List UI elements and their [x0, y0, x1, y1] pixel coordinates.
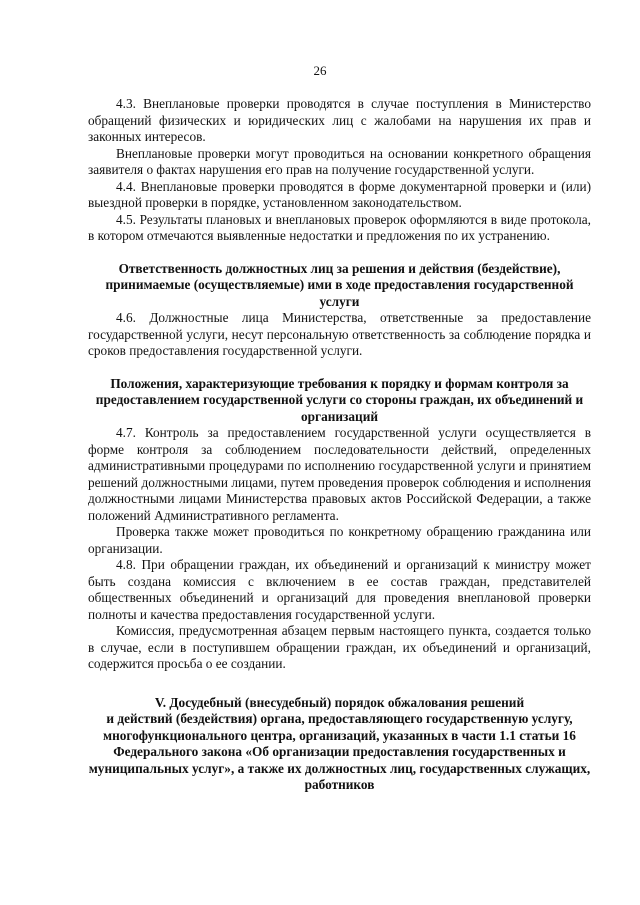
- section-heading-responsibility: Ответственность должностных лиц за решения и действия (бездействие), принимаемые (осуществляемые) ими в ходе предоставления государственной услуги: [105, 260, 574, 309]
- paragraph-4-8: 4.8. При обращении граждан, их объединений и организаций к министру может быть создана комиссия с включением в ее состав граждан, представителей общественных объединений и организаций для проведения внеплановой проверки полноты и качества предоставления государственной услуги.: [88, 557, 591, 622]
- page-number: 26: [313, 63, 327, 78]
- paragraph-4-3: 4.3. Внеплановые проверки проводятся в случае поступления в Министерство обращений физических и юридических лиц с жалобами на нарушения их прав и законных интересов.: [88, 96, 591, 144]
- chapter-heading-appeal: [88, 695, 591, 794]
- paragraph-4-8-continuation: Комиссия, предусмотренная абзацем первым настоящего пункта, создается только в случае, если в поступившем обращении граждан, их объединений и организаций, содержится просьба о ее создании.: [88, 623, 591, 671]
- chapter-heading-line-2: и действий (бездействия) органа, предоставляющего государственную услугу, многофункционального центра, организаций, указанных в части 1.1 статьи 16 Федерального закона «Об организации предоставления государственных и муниципальных услуг», а также их должностных лиц, государственных служащих, работников: [88, 711, 591, 792]
- paragraph-4-7-continuation: Проверка также может проводиться по конкретному обращению гражданина или организации.: [88, 524, 591, 556]
- paragraph-4-7: 4.7. Контроль за предоставлением государственной услуги осуществляется в форме контроля за соблюдением последовательности действий, определенных административными процедурами по исполнению государственной услуги и принятием решений должностными лицами, путем проведения проверок соблюдения и исполнения должностными лицами Министерства правовых актов Российской Федерации, а также положений Административного регламента.: [88, 425, 591, 523]
- section-heading-citizen-control: Положения, характеризующие требования к порядку и формам контроля за предоставлением государственной услуги со стороны граждан, их объединений и организаций: [95, 375, 584, 424]
- paragraph-4-5: 4.5. Результаты плановых и внеплановых проверок оформляются в виде протокола, в котором отмечаются выявленные недостатки и предложения по их устранению.: [88, 211, 591, 243]
- paragraph-4-6: 4.6. Должностные лица Министерства, ответственные за предоставление государственной услуги, несут персональную ответственность за соблюдение порядка и сроков предоставления государственной услуги.: [88, 310, 591, 358]
- paragraph-4-4: 4.4. Внеплановые проверки проводятся в форме документарной проверки и (или) выездной проверки в порядке, установленном законодательством.: [88, 178, 591, 210]
- chapter-heading-line-1: V. Досудебный (внесудебный) порядок обжалования решений: [154, 694, 525, 710]
- paragraph-4-3-continuation: Внеплановые проверки могут проводиться на основании конкретного обращения заявителя о фактах нарушения его прав на получение государственной услуги.: [88, 145, 591, 177]
- document-body: [88, 96, 591, 794]
